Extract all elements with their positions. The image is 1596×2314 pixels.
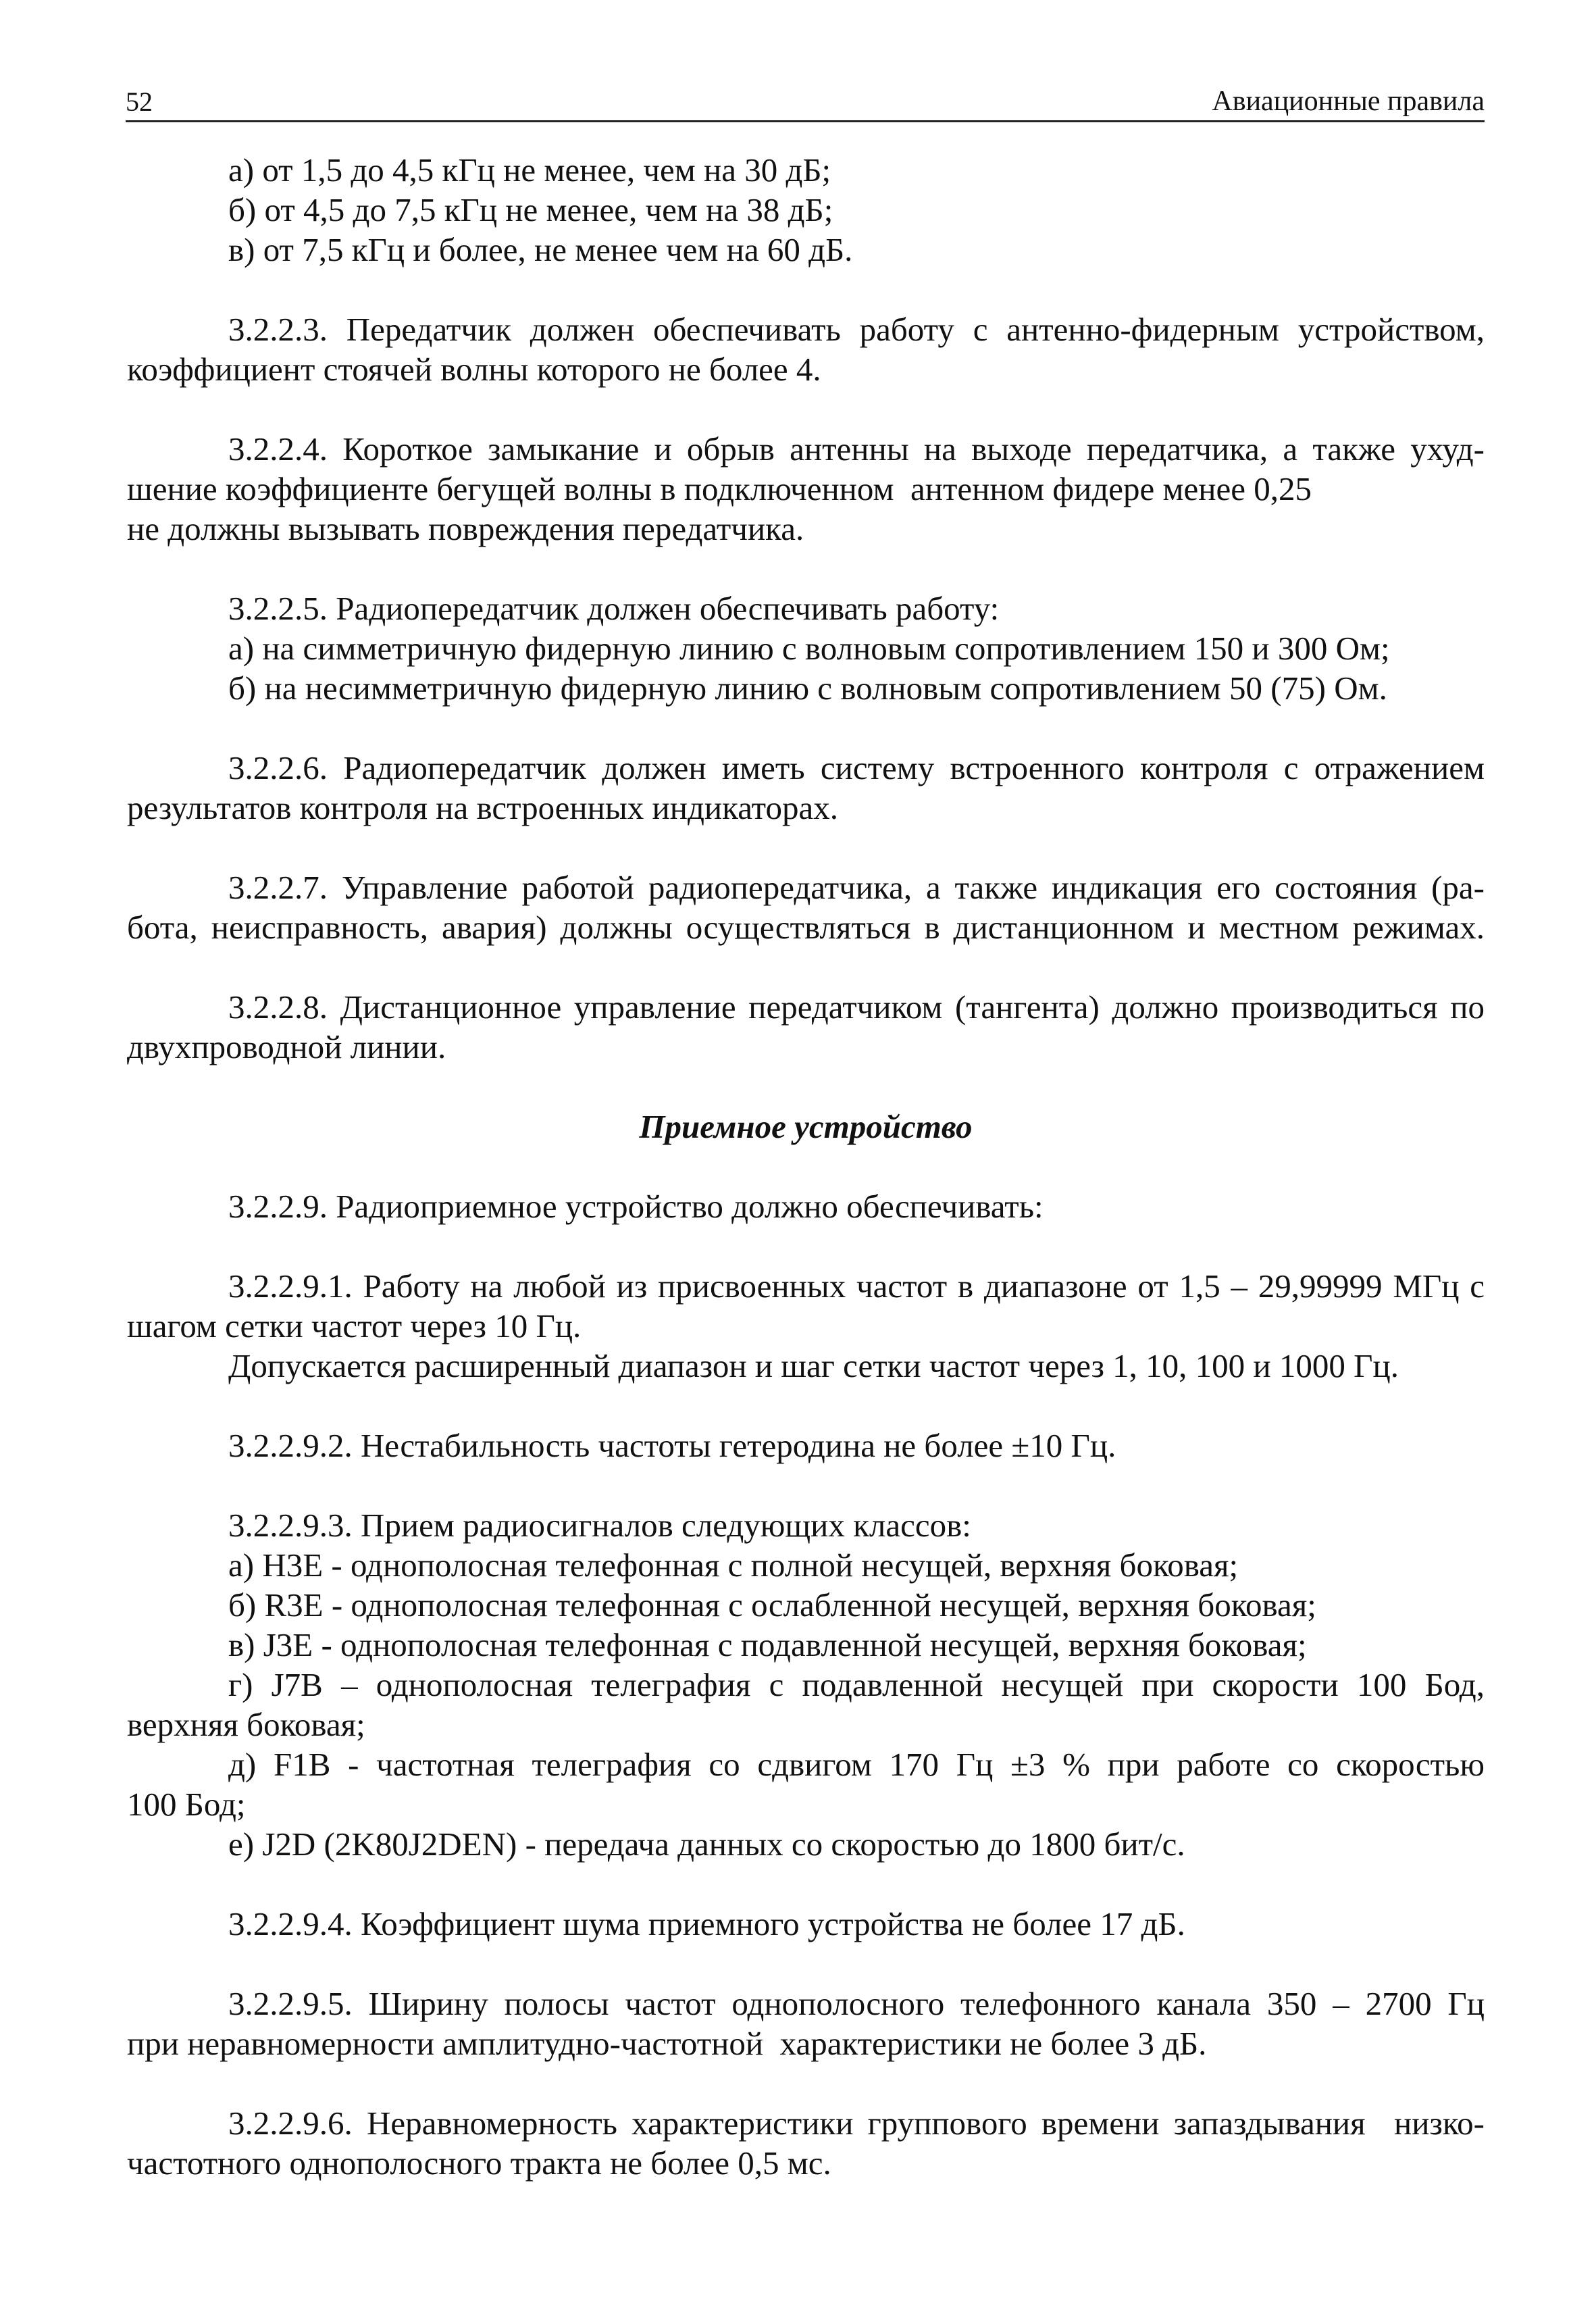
text-line: е) J2D (2K80J2DEN) - передача данных со скоростью до 1800 бит/с. <box>228 1826 1185 1863</box>
text-line: 3.2.2.3. Передатчик должен обеспечивать работу с антенно-фидерным устройством, <box>228 311 1485 348</box>
text-line: шагом сетки частот через 10 Гц. <box>127 1307 582 1344</box>
text-line: частотного однополосного тракта не более 0,5 мс. <box>127 2144 831 2182</box>
text-line: шение коэффициенте бегущей волны в подключенном антенном фидере менее 0,25 <box>127 470 1312 507</box>
text-line: 3.2.2.6. Радиопередатчик должен иметь систему встроенного контроля с отражением <box>228 749 1485 786</box>
text-line: в) от 7,5 кГц и более, не менее чем на 60 дБ. <box>228 231 853 268</box>
paragraph-gap <box>127 1944 1485 1984</box>
paragraph-gap <box>127 389 1485 429</box>
text-line: результатов контроля на встроенных индикаторах. <box>127 789 838 826</box>
text-line: б) R3E - однополосная телефонная с ослабленной несущей, верхняя боковая; <box>228 1586 1316 1624</box>
text-line: 3.2.2.4. Короткое замыкание и обрыв антенны на выходе передатчика, а также ухуд- <box>228 430 1485 468</box>
text-line: 3.2.2.8. Дистанционное управление передатчиком (тангента) должно производиться по <box>228 988 1485 1026</box>
paragraph-gap <box>127 1465 1485 1505</box>
text-line: Допускается расширенный диапазон и шаг сетки частот через 1, 10, 100 и 1000 Гц. <box>228 1347 1399 1384</box>
text-line: 3.2.2.9.1. Работу на любой из присвоенных частот в диапазоне от 1,5 – 29,99999 МГц с <box>228 1267 1485 1305</box>
text-line: а) на симметричную фидерную линию с волновым сопротивлением 150 и 300 Ом; <box>228 630 1390 667</box>
paragraph-gap <box>127 2063 1485 2103</box>
text-line: 3.2.2.5. Радиопередатчик должен обеспечивать работу: <box>228 590 1000 627</box>
text-line: д) F1B - частотная телеграфия со сдвигом 170 Гц ±3 % при работе со скоростью <box>228 1746 1485 1783</box>
text-line: г) J7B – однополосная телеграфия с подавленной несущей при скорости 100 Бод, <box>228 1666 1485 1703</box>
paragraph-gap <box>127 947 1485 987</box>
page-number: 52 <box>126 86 153 117</box>
section-heading: Приемное устройство <box>639 1108 973 1145</box>
paragraph-gap <box>127 828 1485 867</box>
text-line: 3.2.2.9.3. Прием радиосигналов следующих классов: <box>228 1507 971 1544</box>
paragraph-gap <box>127 708 1485 748</box>
paragraph-gap <box>127 1386 1485 1426</box>
text-line: 3.2.2.9.5. Ширину полосы частот однополосного телефонного канала 350 – 2700 Гц <box>228 1985 1485 2022</box>
text-line: бота, неисправность, авария) должны осуществляться в дистанционном и местном режимах. <box>127 909 1485 946</box>
running-title: Авиационные правила <box>1212 86 1485 117</box>
page-header <box>126 80 1485 122</box>
text-line: б) от 4,5 до 7,5 кГц не менее, чем на 38 дБ; <box>228 191 833 228</box>
paragraph-gap <box>127 1864 1485 1904</box>
text-line: при неравномерности амплитудно-частотной характеристики не более 3 дБ. <box>127 2025 1207 2062</box>
text-line: 3.2.2.9.4. Коэффициент шума приемного устройства не более 17 дБ. <box>228 1905 1185 1942</box>
text-line: 3.2.2.7. Управление работой радиопередатчика, а также индикация его состояния (ра- <box>228 869 1485 906</box>
text-line: 3.2.2.9.2. Нестабильность частоты гетеродина не более ±10 Гц. <box>228 1427 1116 1464</box>
text-line: в) J3E - однополосная телефонная с подавленной несущей, верхняя боковая; <box>228 1626 1307 1663</box>
text-line: двухпроводной линии. <box>127 1028 446 1065</box>
paragraph-gap <box>127 1226 1485 1266</box>
text-line: 3.2.2.9.6. Неравномерность характеристики группового времени запаздывания низко- <box>228 2105 1485 2142</box>
text-line: 3.2.2.9. Радиоприемное устройство должно обеспечивать: <box>228 1188 1044 1225</box>
paragraph-gap <box>127 1067 1485 1107</box>
text-line: не должны вызывать повреждения передатчика. <box>127 510 804 547</box>
paragraph-gap <box>127 1147 1485 1186</box>
text-line: 100 Бод; <box>127 1786 246 1823</box>
text-line: а) H3E - однополосная телефонная с полной несущей, верхняя боковая; <box>228 1546 1239 1584</box>
text-line: коэффициент стоячей волны которого не более 4. <box>127 351 821 388</box>
paragraph-gap <box>127 270 1485 309</box>
paragraph-gap <box>127 549 1485 588</box>
text-line: б) на несимметричную фидерную линию с волновым сопротивлением 50 (75) Ом. <box>228 670 1387 707</box>
text-line: а) от 1,5 до 4,5 кГц не менее, чем на 30 дБ; <box>228 151 831 188</box>
body-text <box>127 150 1485 2183</box>
text-line: верхняя боковая; <box>127 1706 365 1743</box>
